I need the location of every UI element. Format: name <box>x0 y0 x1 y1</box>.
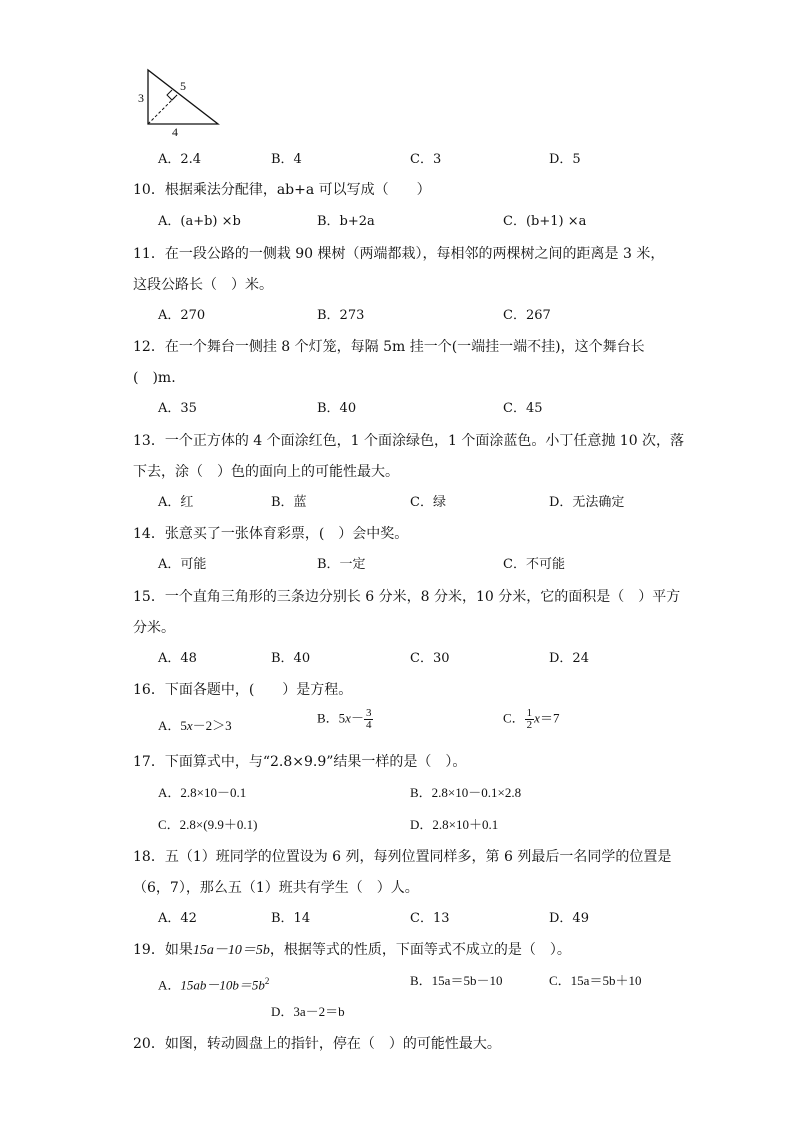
q15-option-d[interactable]: D．24 <box>549 651 589 666</box>
q9-option-c[interactable]: C．3 <box>410 152 442 167</box>
q20-text: 20．如图，转动圆盘上的指针，停在（ ）的可能性最大。 <box>133 1036 501 1052</box>
q19-suffix: ，根据等式的性质，下面等式不成立的是（ ）。 <box>269 942 571 958</box>
q10-option-b[interactable]: B．b+2a <box>317 214 375 229</box>
q14-option-c[interactable]: C．不可能 <box>503 557 565 572</box>
q17-option-b[interactable]: B．2.8×10－0.1×2.8 <box>410 785 522 800</box>
q15-option-c[interactable]: C．30 <box>410 651 450 666</box>
q10-text: 10．根据乘法分配律，ab+a 可以写成（ ） <box>133 182 431 198</box>
q16-c-numerator: 1 <box>526 707 533 719</box>
q12-option-c[interactable]: C．45 <box>503 401 543 416</box>
q14-option-b[interactable]: B．一定 <box>317 557 366 572</box>
q18-option-d[interactable]: D．49 <box>549 911 589 926</box>
q16-option-a[interactable] <box>158 716 232 736</box>
side-label-bottom: 4 <box>172 125 178 138</box>
q13-text-line1: 13．一个正方体的 4 个面涂红色，1 个面涂绿色，1 个面涂蓝色。小丁任意抛 10 次，落 <box>133 433 685 449</box>
q17-option-a[interactable]: A．2.8×10－0.1 <box>158 785 247 800</box>
q14-text: 14．张意买了一张体育彩票，( ）会中奖。 <box>133 526 409 542</box>
q16-option-b[interactable] <box>317 708 373 731</box>
q16-b-fraction <box>364 708 374 731</box>
q19-option-c[interactable]: C．15a＝5b＋10 <box>549 973 642 988</box>
q19-option-a[interactable] <box>158 971 269 995</box>
q13-option-b[interactable]: B．蓝 <box>271 495 307 510</box>
q16-c-fraction <box>525 708 535 731</box>
right-triangle-figure <box>130 62 230 138</box>
q12-option-b[interactable]: B．40 <box>317 401 357 416</box>
q18-option-a[interactable]: A．42 <box>158 911 197 926</box>
q15-option-b[interactable]: B．40 <box>271 651 311 666</box>
q19-a-label: A． <box>158 977 181 993</box>
q15-option-a[interactable]: A．48 <box>158 651 197 666</box>
q12-text-line1: 12．在一个舞台一侧挂 8 个灯笼，每隔 5m 挂一个(一端挂一端不挂)，这个舞台长 <box>133 339 645 355</box>
q9-option-d[interactable]: D．5 <box>549 152 581 167</box>
q19-prefix: 19．如果 <box>133 942 193 958</box>
q16-b-minus: － <box>350 710 364 726</box>
q11-text-line1: 11．在一段公路的一侧栽 90 棵树（两端都栽），每相邻的两棵树之间的距离是 3 米， <box>133 246 665 262</box>
q17-text: 17．下面算式中，与“2.8×9.9”结果一样的是（ ）。 <box>133 754 467 770</box>
q16-a-prefix: A．5 <box>158 718 187 733</box>
q10-option-a[interactable]: A．(a+b) ×b <box>158 214 241 229</box>
q13-option-d[interactable]: D．无法确定 <box>549 495 625 510</box>
q19-a-exponent: 2 <box>264 976 270 986</box>
q9-option-a[interactable]: A．2.4 <box>158 152 202 167</box>
q12-option-a[interactable]: A．35 <box>158 401 197 416</box>
q16-b-numerator: 3 <box>365 707 372 719</box>
q16-b-var: x <box>345 710 351 726</box>
side-label-left: 3 <box>138 91 144 105</box>
q16-c-rest: ＝7 <box>539 710 560 726</box>
q16-text: 16．下面各题中，( ）是方程。 <box>133 682 353 698</box>
q15-text-line1: 15．一个直角三角形的三条边分别长 6 分米，8 分米，10 分米，它的面积是（ ）平方 <box>133 589 681 605</box>
q19-text <box>133 940 571 961</box>
q17-option-d[interactable]: D．2.8×10＋0.1 <box>410 817 499 832</box>
q16-option-c[interactable] <box>503 708 559 731</box>
q16-a-var: x <box>186 718 193 733</box>
q13-option-a[interactable]: A．红 <box>158 495 194 510</box>
q14-option-a[interactable]: A．可能 <box>158 557 207 572</box>
q19-option-d[interactable]: D．3a－2＝b <box>271 1004 345 1019</box>
q11-option-c[interactable]: C．267 <box>503 308 551 323</box>
q19-equation: 15a－10＝5b <box>192 943 270 958</box>
q9-option-b[interactable]: B．4 <box>271 152 302 167</box>
q16-c-var: x <box>534 710 540 726</box>
q13-text-line2: 下去，涂（ ）色的面向上的可能性最大。 <box>133 464 399 480</box>
q11-text-line2: 这段公路长（ ）米。 <box>133 277 273 293</box>
side-label-hypotenuse: 5 <box>180 79 186 93</box>
q18-text-line2: （6，7），那么五（1）班共有学生（ ）人。 <box>133 880 419 896</box>
q10-option-c[interactable]: C．(b+1) ×a <box>503 214 587 229</box>
q16-c-prefix: C． <box>503 710 525 726</box>
q12-text-line2: ( )m. <box>133 370 176 386</box>
q16-b-denominator: 4 <box>365 719 372 731</box>
q19-option-b[interactable]: B．15a＝5b－10 <box>410 973 503 988</box>
q17-option-c[interactable]: C．2.8×(9.9＋0.1) <box>158 817 258 832</box>
q11-option-b[interactable]: B．273 <box>317 308 365 323</box>
q11-option-a[interactable]: A．270 <box>158 308 206 323</box>
q16-b-prefix: B．5 <box>317 710 346 726</box>
q18-text-line1: 18．五（1）班同学的位置设为 6 列，每列位置同样多，第 6 列最后一名同学的位置是 <box>133 849 672 865</box>
q18-option-c[interactable]: C．13 <box>410 911 450 926</box>
q16-a-rest: －2＞3 <box>192 718 232 733</box>
q15-text-line2: 分米。 <box>133 620 175 636</box>
q18-option-b[interactable]: B．14 <box>271 911 311 926</box>
q16-c-denominator: 2 <box>526 719 533 731</box>
q13-option-c[interactable]: C．绿 <box>410 495 446 510</box>
q19-a-base: 15ab－10b＝5b <box>180 977 265 993</box>
